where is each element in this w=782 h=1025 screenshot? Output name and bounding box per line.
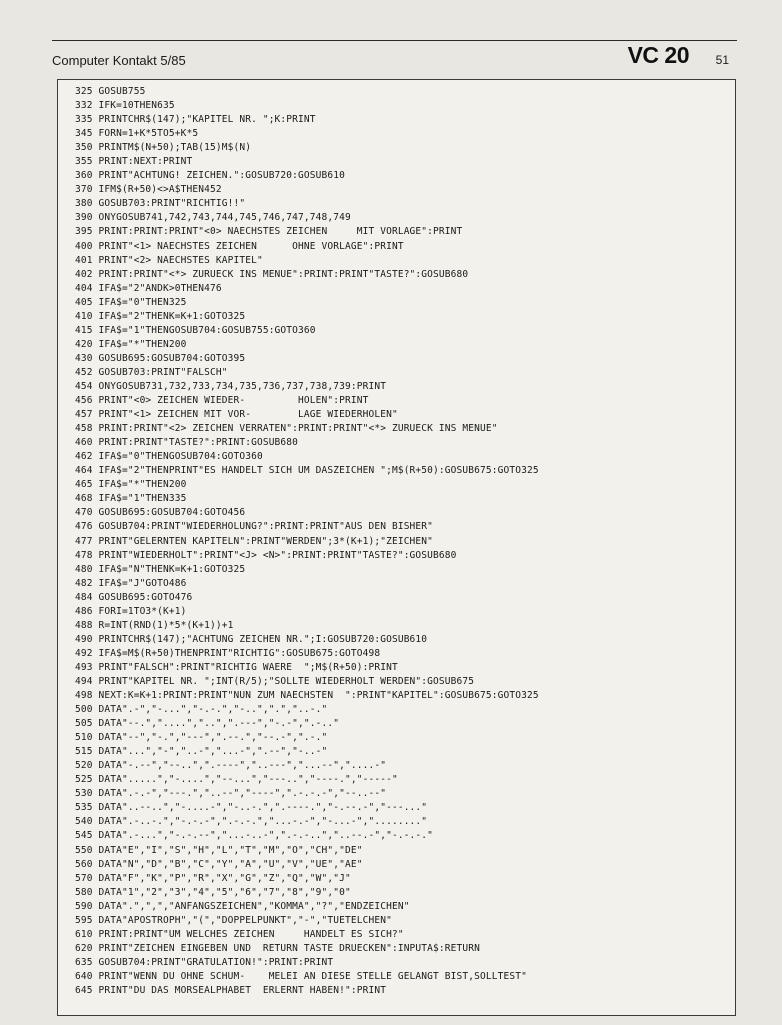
code-line: 515 DATA"...","-","..-","...-",".--","-..-" [75,746,328,758]
code-line: 545 DATA".-...","-.-.--","...-..-",".-.-..","..--.-","-.-.-." [75,830,434,842]
code-line: 610 PRINT:PRINT"UM WELCHES ZEICHEN HANDELT ES SICH?" [75,928,404,940]
page-header [52,40,737,71]
code-line: 370 IFM$(R+50)<>A$THEN452 [75,184,222,196]
code-line: 482 IFA$="J"GOTO486 [75,577,187,589]
code-line: 505 DATA"--.","....","..",".---","-.-",".-.." [75,718,340,730]
code-line: 525 DATA".....","-....","--...","---..","----.","-----" [75,774,398,786]
code-line: 640 PRINT"WENN DU OHNE SCHUM- MELEI AN DIESE STELLE GELANGT BIST,SOLLTEST" [75,970,527,982]
code-line: 332 IFK=10THEN635 [75,100,175,112]
code-line: 462 IFA$="0"THENGOSUB704:GOTO360 [75,451,263,463]
code-line: 620 PRINT"ZEICHEN EINGEBEN UND RETURN TASTE DRUECKEN":INPUTA$:RETURN [75,942,480,954]
code-line: 454 ONYGOSUB731,732,733,734,735,736,737,738,739:PRINT [75,380,387,392]
section-title: VC 20 [627,42,689,68]
code-line: 345 FORN=1+K*5TO5+K*5 [75,128,199,140]
code-line: 460 PRINT:PRINT"TASTE?":PRINT:GOSUB680 [75,437,299,449]
code-line: 635 GOSUB704:PRINT"GRATULATION!":PRINT:PRINT [75,956,334,968]
code-line: 355 PRINT:NEXT:PRINT [75,156,193,168]
code-line: 540 DATA".-..-.","-.-.-",".-.-.","...-.-","-...-","........" [75,816,428,828]
code-line: 570 DATA"F","K","P","R","X","G","Z","Q","W","J" [75,872,351,884]
code-line: 468 IFA$="1"THEN335 [75,493,187,505]
code-line: 493 PRINT"FALSCH":PRINT"RICHTIG WAERE ";M$(R+50):PRINT [75,661,398,673]
code-line: 490 PRINTCHR$(147);"ACHTUNG ZEICHEN NR.";I:GOSUB720:GOSUB610 [75,633,428,645]
code-line: 550 DATA"E","I","S","H","L","T","M","O","CH","DE" [75,844,363,856]
code-line: 380 GOSUB703:PRINT"RICHTIG!!" [75,198,246,210]
code-line: 486 FORI=1TO3*(K+1) [75,605,187,617]
code-line: 464 IFA$="2"THENPRINT"ES HANDELT SICH UM DASZEICHEN ";M$(R+50):GOSUB675:GOTO325 [75,465,539,477]
code-line: 476 GOSUB704:PRINT"WIEDERHOLUNG?":PRINT:PRINT"AUS DEN BISHER" [75,521,434,533]
code-line: 465 IFA$="*"THEN200 [75,479,187,491]
code-line: 402 PRINT:PRINT"<*> ZURUECK INS MENUE":PRINT:PRINT"TASTE?":GOSUB680 [75,268,469,280]
code-line: 415 IFA$="1"THENGOSUB704:GOSUB755:GOTO360 [75,324,316,336]
code-line: 404 IFA$="2"ANDK>0THEN476 [75,282,222,294]
code-line: 520 DATA"-.--","--..",".----","..---","...--","....-" [75,760,387,772]
code-line: 498 NEXT:K=K+1:PRINT:PRINT"NUN ZUM NAECHSTEN ":PRINT"KAPITEL":GOSUB675:GOTO325 [75,690,539,702]
code-line: 510 DATA"--","-.","---",".--.","--.-",".-." [75,732,328,744]
code-line: 457 PRINT"<1> ZEICHEN MIT VOR- LAGE WIEDERHOLEN" [75,409,398,421]
code-listing [75,85,730,998]
code-line: 484 GOSUB695:GOTO476 [75,591,193,603]
code-line: 580 DATA"1","2","3","4","5","6","7","8","9","0" [75,886,351,898]
code-line: 452 GOSUB703:PRINT"FALSCH" [75,366,228,378]
code-line: 360 PRINT"ACHTUNG! ZEICHEN.":GOSUB720:GOSUB610 [75,170,345,182]
code-line: 335 PRINTCHR$(147);"KAPITEL NR. ";K:PRINT [75,114,316,126]
code-line: 535 DATA"..--..","-....-","-..-.",".----.","-.--.-","---..." [75,802,428,814]
code-line: 530 DATA".-.-","---.","..--","----",".-.-.-","--..--" [75,788,387,800]
code-line: 390 ONYGOSUB741,742,743,744,745,746,747,748,749 [75,212,351,224]
code-line: 350 PRINTM$(N+50);TAB(15)M$(N) [75,142,252,154]
code-line: 560 DATA"N","D","B","C","Y","A","U","V","UE","AE" [75,858,363,870]
code-line: 477 PRINT"GELERNTEN KAPITELN":PRINT"WERDEN";3*(K+1);"ZEICHEN" [75,535,434,547]
code-line: 405 IFA$="0"THEN325 [75,296,187,308]
code-line: 494 PRINT"KAPITEL NR. ";INT(R/5);"SOLLTE WIEDERHOLT WERDEN":GOSUB675 [75,675,475,687]
code-line: 410 IFA$="2"THENK=K+1:GOTO325 [75,310,246,322]
code-line: 456 PRINT"<0> ZEICHEN WIEDER- HOLEN":PRINT [75,395,369,407]
code-line: 645 PRINT"DU DAS MORSEALPHABET ERLERNT HABEN!":PRINT [75,985,387,996]
code-line: 395 PRINT:PRINT:PRINT"<0> NAECHSTES ZEICHEN MIT VORLAGE":PRINT [75,226,463,238]
code-line: 478 PRINT"WIEDERHOLT":PRINT"<J> <N>":PRINT:PRINT"TASTE?":GOSUB680 [75,549,457,561]
code-line: 500 DATA".-","-...","-.-.","-..",".","..-." [75,704,328,716]
code-line: 430 GOSUB695:GOSUB704:GOTO395 [75,352,246,364]
code-line: 492 IFA$=M$(R+50)THENPRINT"RICHTIG":GOSUB675:GOTO498 [75,647,381,659]
code-line: 420 IFA$="*"THEN200 [75,338,187,350]
code-line: 480 IFA$="N"THENK=K+1:GOTO325 [75,563,246,575]
code-line: 401 PRINT"<2> NAECHSTES KAPITEL" [75,254,263,266]
code-listing-box [57,79,736,1016]
code-line: 458 PRINT:PRINT"<2> ZEICHEN VERRATEN":PRINT:PRINT"<*> ZURUECK INS MENUE" [75,423,498,435]
code-line: 325 GOSUB755 [75,86,146,97]
code-line: 488 R=INT(RND(1)*5*(K+1))+1 [75,619,234,631]
code-line: 470 GOSUB695:GOSUB704:GOTO456 [75,507,246,519]
magazine-title: Computer Kontakt 5/85 [52,53,186,68]
page-number: 51 [715,53,729,67]
code-line: 400 PRINT"<1> NAECHSTES ZEICHEN OHNE VORLAGE":PRINT [75,240,404,252]
code-line: 595 DATA"APOSTROPH","(","DOPPELPUNKT","-","TUETELCHEN" [75,914,392,926]
code-line: 590 DATA".",",","ANFANGSZEICHEN","KOMMA","?","ENDZEICHEN" [75,900,410,912]
